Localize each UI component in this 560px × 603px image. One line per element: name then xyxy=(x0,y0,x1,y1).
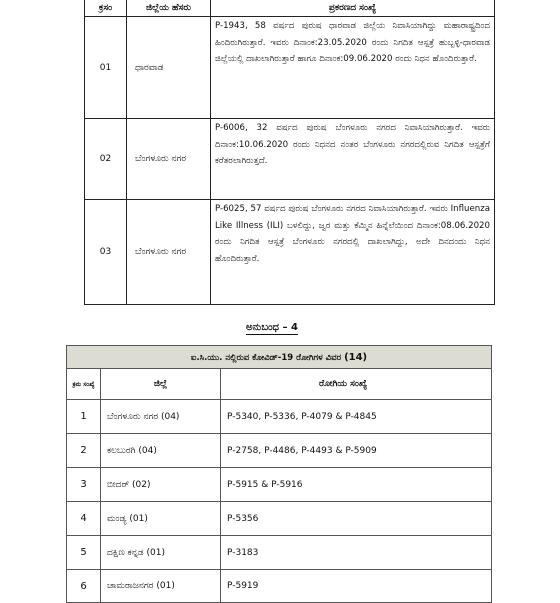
annexure-title: ಅನುಬಂಧ – 4 xyxy=(246,322,298,333)
header-case-number: ಪ್ರಕರಣದ ಸಂಖ್ಯೆ xyxy=(211,0,495,17)
row-district: ಕಲಬುರಗಿ (04) xyxy=(101,434,221,468)
row-district: ಚಾಮರಾಜನಗರ (01) xyxy=(101,570,221,603)
caption-count: (14) xyxy=(344,351,368,363)
row-patients: P-2758, P-4486, P-4493 & P-5909 xyxy=(221,434,492,468)
row-patients: P-5915 & P-5916 xyxy=(221,468,492,502)
row-number: 5 xyxy=(67,536,101,570)
row-district: ದಕ್ಷಿಣ ಕನ್ನಡ (01) xyxy=(101,536,221,570)
header-serial: ಕ್ರಮ ಸಂಖ್ಯೆ xyxy=(67,369,101,400)
table-row xyxy=(85,119,495,200)
row-patients: P-5340, P-5336, P-4079 & P-4845 xyxy=(221,400,492,434)
table-row xyxy=(67,502,492,536)
row-district: ಬೆಂಗಳೂರು ನಗರ xyxy=(127,200,211,305)
header-district: ಜಿಲ್ಲೆಯ ಹೆಸರು xyxy=(127,0,211,17)
icu-table-caption xyxy=(67,346,492,369)
deaths-table xyxy=(84,0,495,305)
row-district: ಬೆಂಗಳೂರು ನಗರ xyxy=(127,119,211,200)
row-patients: P-3183 xyxy=(221,536,492,570)
table-row xyxy=(67,434,492,468)
row-number: 1 xyxy=(67,400,101,434)
header-district: ಜಿಲ್ಲೆ xyxy=(101,369,221,400)
row-number: 02 xyxy=(85,119,127,200)
row-number: 3 xyxy=(67,468,101,502)
row-district: ಮಂಡ್ಯ (01) xyxy=(101,502,221,536)
caption-text: ಐ.ಸಿ.ಯು. ನಲ್ಲಿರುವ ಕೋವಿಡ್-19 ರೋಗಿಗಳ ವಿವರ xyxy=(190,352,342,363)
deaths-table-header xyxy=(85,0,495,17)
icu-table-caption-row xyxy=(67,346,492,369)
table-row xyxy=(67,468,492,502)
icu-patients-table xyxy=(66,345,492,603)
table-row xyxy=(67,570,492,603)
table-row xyxy=(67,536,492,570)
row-number: 03 xyxy=(85,200,127,305)
table-row xyxy=(85,200,495,305)
table-row xyxy=(85,17,495,119)
row-number: 4 xyxy=(67,502,101,536)
icu-table-header xyxy=(67,369,492,400)
row-details: P-6025, 57 ವರ್ಷದ ಪುರುಷ ಬೆಂಗಳೂರು ನಗರದ ನಿವಾಸಿಯಾಗಿರುತ್ತಾರೆ. ಇವರು Influenza Like Illness (ILI) ಬಳಲಿದ್ದು, ಜ್ವರ ಮತ್ತು ಕೆಮ್ಮಿನ ಹಿನ್ನೆಲೆಯಿಂದ ದಿನಾಂಕ:08.06.2020 ರಂದು ನಿಗದಿತ ಆಸ್ಪತ್ರೆ ಬೆಂಗಳೂರು ನಗರದಲ್ಲಿ ದಾಖಲಾಗಿದ್ದು, ಅದೇ ದಿನದಂದು ನಿಧನ ಹೊಂದಿರುತ್ತಾರೆ. xyxy=(211,200,495,305)
header-serial: ಕ್ರಸಂ xyxy=(85,0,127,17)
header-patient-number: ರೋಗಿಯ ಸಂಖ್ಯೆ xyxy=(221,369,492,400)
row-district: ಬೆಂಗಳೂರು ನಗರ (04) xyxy=(101,400,221,434)
row-details: P-1943, 58 ವರ್ಷದ ಪುರುಷ ಧಾರವಾಡ ಜಿಲ್ಲೆಯ ನಿವಾಸಿಯಾಗಿದ್ದು ಮಹಾರಾಷ್ಟ್ರದಿಂದ ಹಿಂದಿರುಗಿರುತ್ತಾರೆ. ಇವರು ದಿನಾಂಕ:23.05.2020 ರಂದು ನಿಗದಿತ ಆಸ್ಪತ್ರೆ ಹುಬ್ಬಳ್ಳಿ-ಧಾರವಾಡ ಜಿಲ್ಲೆಯಲ್ಲಿ ದಾಖಲಾಗಿರುತ್ತಾರೆ ಹಾಗೂ ದಿನಾಂಕ:09.06.2020 ರಂದು ನಿಧನ ಹೊಂದಿರುತ್ತಾರೆ. xyxy=(211,17,495,119)
table-row xyxy=(67,400,492,434)
row-district: ಧಾರವಾಡ xyxy=(127,17,211,119)
row-number: 6 xyxy=(67,570,101,603)
row-details: P-6006, 32 ವರ್ಷದ ಪುರುಷ ಬೆಂಗಳೂರು ನಗರದ ನಿವಾಸಿಯಾಗಿರುತ್ತಾರೆ. ಇವರು ದಿನಾಂಕ:10.06.2020 ರಂದು ನಿಧನದ ನಂತರ ಬೆಂಗಳೂರು ನಗರದಲ್ಲಿರುವ ನಿಗದಿತ ಆಸ್ಪತ್ರೆಗೆ ಕರೆತರಲಾಗಿರುತ್ತದೆ. xyxy=(211,119,495,200)
row-district: ಬೀದರ್ (02) xyxy=(101,468,221,502)
row-patients: P-5356 xyxy=(221,502,492,536)
row-number: 01 xyxy=(85,17,127,119)
row-patients: P-5919 xyxy=(221,570,492,603)
row-number: 2 xyxy=(67,434,101,468)
